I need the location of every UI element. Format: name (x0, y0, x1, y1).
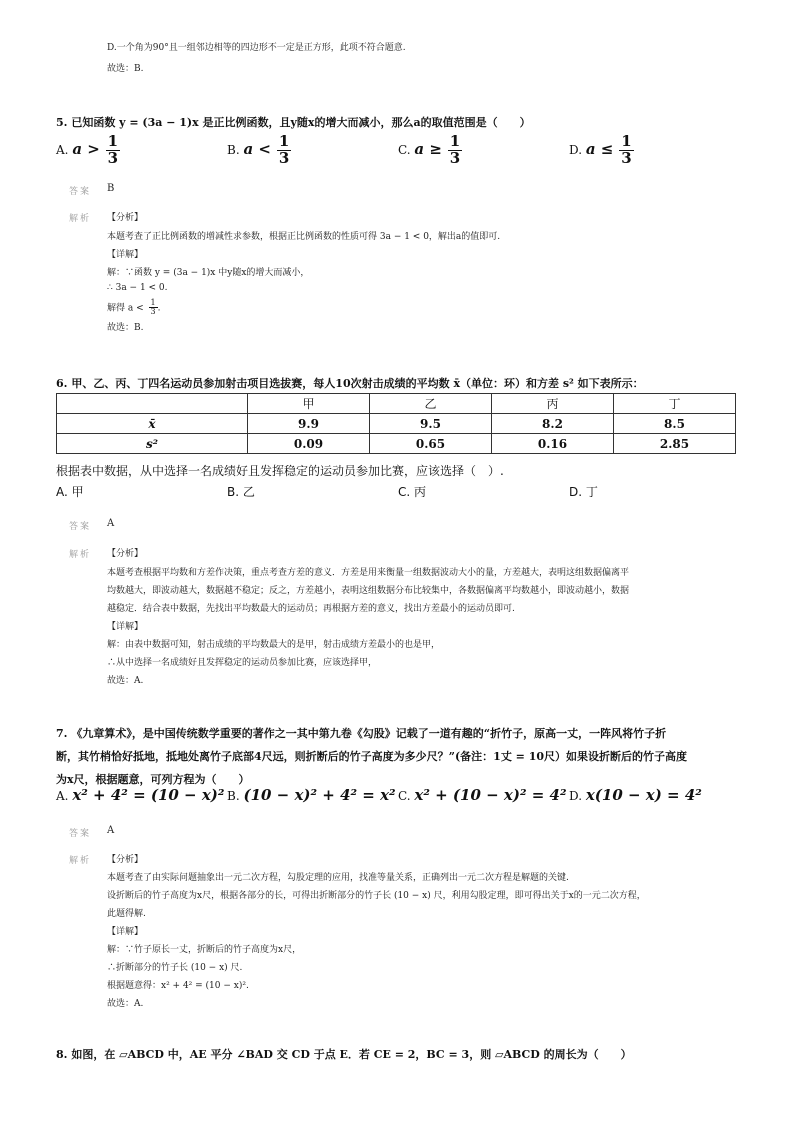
answer-value: B (107, 183, 115, 194)
q7-option-a (56, 786, 224, 804)
q6-option-a: A. 甲 (56, 485, 84, 499)
table-cell: 9.9 (248, 414, 370, 434)
option-expression: x² + 4² = (10 − x)² (72, 786, 225, 804)
option-expression: (10 − x)² + 4² = x² (243, 786, 396, 804)
table-row-header: s² (57, 434, 248, 454)
option-letter: C. (398, 789, 411, 803)
option-expression: a < (243, 139, 271, 158)
analysis-line: 越稳定．结合表中数据，先找出平均数最大的运动员；再根据方差的意义，找出方差最小的运动员即可. (107, 604, 515, 614)
answer-value: A (107, 825, 115, 836)
table-header-cell (57, 394, 248, 414)
q7-option-d (569, 786, 702, 804)
analysis-line: 根据题意得：x² + 4² = (10 − x)². (107, 981, 249, 991)
analysis-line (107, 299, 160, 317)
fraction (149, 299, 158, 317)
table-header-row (57, 394, 736, 414)
option-letter: D. (569, 789, 583, 803)
analysis-line: 本题考查了由实际问题抽象出一元二次方程，勾股定理的应用，找准等量关系，正确列出一元二次方程是解题的关键. (107, 873, 569, 883)
analysis-line: 本题考查根据平均数和方差作决策，重点考查方差的意义．方差是用来衡量一组数据波动大小的量，方差越大，表明这组数据偏离平 (107, 568, 630, 578)
option-letter: A. (56, 142, 69, 157)
analysis-label: 解析 (69, 550, 92, 560)
choose-line: 故选：B. (107, 64, 144, 74)
table-header-cell: 甲 (248, 394, 370, 414)
option-letter: D. (569, 142, 583, 157)
fraction-numerator: 1 (449, 132, 461, 150)
fraction-numerator: 1 (150, 298, 156, 307)
analysis-line: 故选：A. (107, 999, 144, 1009)
analysis-text: 解得 a < (107, 303, 144, 314)
table-cell: 0.09 (248, 434, 370, 454)
question-8-stem: 8. 如图，在 ▱ABCD 中，AE 平分 ∠BAD 交 CD 于点 E．若 CE = 2，BC = 3，则 ▱ABCD 的周长为（ ） (56, 1048, 632, 1061)
option-expression: a > (72, 139, 100, 158)
analysis-line: 解：由表中数据可知，射击成绩的平均数最大的是甲，射击成绩方差最小的也是甲， (107, 640, 441, 650)
analysis-line: ∴折断部分的竹子长 (10 − x) 尺. (107, 963, 243, 973)
table-row (57, 414, 736, 434)
q5-option-a (56, 134, 120, 167)
option-letter: B. (227, 142, 240, 157)
fraction (106, 134, 120, 167)
analysis-line: ∴从中选择一名成绩好且发挥稳定的运动员参加比赛，应该选择甲， (107, 658, 378, 668)
analysis-line: 此题得解. (107, 909, 146, 919)
question-7-stem-line: 断，其竹梢恰好抵地，抵地处离竹子底部4尺远，则折断后的竹子高度为多少尺？”(备注：1丈 = 10尺）如果设折断后的竹子高度 (56, 750, 688, 763)
analysis-line: 均数越大，即波动越大，数据越不稳定；反之，方差越小，表明这组数据分布比较集中，各数据偏离平均数越小，即波动越小，数据 (107, 586, 630, 596)
table-row (57, 434, 736, 454)
table-cell: 8.2 (492, 414, 614, 434)
table-cell: 0.65 (370, 434, 492, 454)
fraction-denominator: 3 (278, 148, 290, 167)
fraction-numerator: 1 (107, 132, 119, 150)
fraction (619, 134, 633, 167)
table-cell: 0.16 (492, 434, 614, 454)
fraction-numerator: 1 (621, 132, 632, 150)
table-cell: 2.85 (614, 434, 736, 454)
analysis-label: 解析 (69, 856, 92, 866)
q6-option-d: D. 丁 (569, 485, 598, 499)
fraction (448, 134, 462, 167)
fraction-denominator: 3 (150, 307, 156, 317)
q5-option-b (227, 134, 291, 167)
score-table (56, 393, 736, 454)
option-d-explanation: D.一个角为90°且一组邻边相等的四边形不一定是正方形，此项不符合题意. (107, 43, 406, 53)
q5-option-d (569, 134, 634, 167)
analysis-line: 设折断后的竹子高度为x尺，根据各部分的长，可得出折断部分的竹子长 (10 − x) 尺，利用勾股定理，即可得出关于x的一元二次方程， (107, 891, 646, 901)
option-expression: x² + (10 − x)² = 4² (414, 786, 567, 804)
option-letter: B. (227, 789, 240, 803)
analysis-line: 故选：A. (107, 676, 144, 686)
question-7-stem-line: 为x尺，根据题意，可列方程为（ ） (56, 773, 250, 786)
question-7-stem-line: 7. 《九章算术》，是中国传统数学重要的著作之一其中第九卷《勾股》记载了一道有趣的“折竹子，原高一丈，一阵风将竹子折 (56, 727, 667, 740)
analysis-line: ∴ 3a − 1 < 0. (107, 283, 168, 293)
analysis-line: 【分析】 (107, 549, 144, 559)
fraction (277, 134, 291, 167)
analysis-label: 解析 (69, 214, 92, 224)
table-cell: 8.5 (614, 414, 736, 434)
table-row-header: x̄ (57, 414, 248, 434)
fraction-denominator: 3 (621, 148, 632, 167)
analysis-text: . (157, 303, 161, 314)
fraction-numerator: 1 (278, 132, 290, 150)
option-letter: A. (56, 789, 69, 803)
analysis-line: 解：∵函数 y = (3a − 1)x 中y随x的增大而减小， (107, 268, 310, 278)
option-letter: C. (398, 142, 411, 157)
table-header-cell: 丁 (614, 394, 736, 414)
analysis-line: 【详解】 (107, 250, 144, 260)
analysis-line: 【详解】 (107, 927, 144, 937)
q5-option-c (398, 134, 462, 167)
table-header-cell: 乙 (370, 394, 492, 414)
question-5-stem: 5. 已知函数 y = (3a − 1)x 是正比例函数，且y随x的增大而减小，那么a的取值范围是（ ） (56, 116, 531, 129)
choose-line: 故选：B. (107, 323, 144, 333)
question-6-stem: 6. 甲、乙、丙、丁四名运动员参加射击项目选拔赛，每人10次射击成绩的平均数 x̄（单位：环）和方差 s² 如下表所示： (56, 377, 644, 390)
fraction-denominator: 3 (107, 148, 119, 167)
option-expression: x(10 − x) = 4² (585, 786, 702, 804)
question-6-prompt: 根据表中数据，从中选择一名成绩好且发挥稳定的运动员参加比赛，应该选择（ ）. (56, 464, 504, 478)
q7-option-b (227, 786, 396, 804)
table-header-cell: 丙 (492, 394, 614, 414)
answer-label: 答案 (69, 522, 92, 532)
analysis-line: 【详解】 (107, 622, 144, 632)
analysis-line: 【分析】 (107, 213, 144, 223)
analysis-line: 【分析】 (107, 855, 144, 865)
q7-option-c (398, 786, 567, 804)
table-cell: 9.5 (370, 414, 492, 434)
answer-value: A (107, 518, 115, 529)
q6-option-c: C. 丙 (398, 485, 427, 499)
analysis-line: 本题考查了正比例函数的增减性求参数，根据正比例函数的性质可得 3a − 1 < 0，解出a的值即可. (107, 232, 501, 242)
fraction-denominator: 3 (449, 148, 461, 167)
option-expression: a ≤ (585, 139, 614, 158)
q6-option-b: B. 乙 (227, 485, 255, 499)
answer-label: 答案 (69, 829, 92, 839)
answer-label: 答案 (69, 187, 92, 197)
analysis-line: 解：∵竹子原长一丈，折断后的竹子高度为x尺， (107, 945, 302, 955)
option-expression: a ≥ (414, 139, 442, 158)
